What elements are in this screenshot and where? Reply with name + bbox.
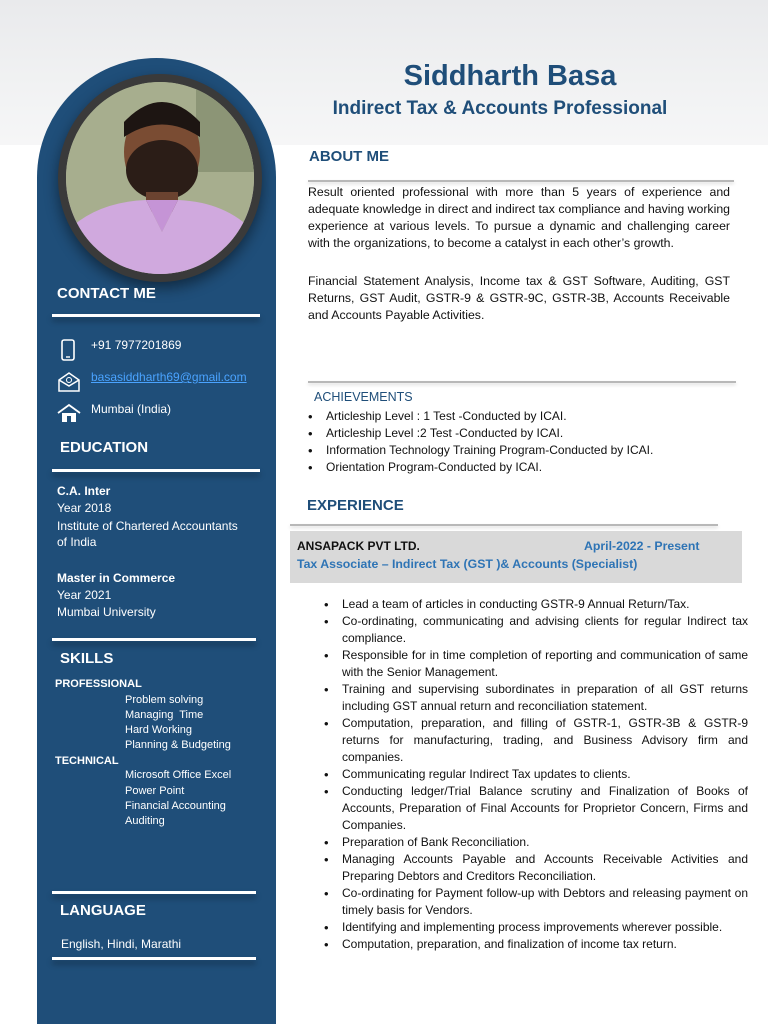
skill-item: Auditing [125, 815, 165, 827]
skill-item: Managing Time [125, 709, 204, 721]
list-item: • Responsible for in time completion of reporting and communication of same with the Senior Management. [342, 647, 748, 681]
skill-item: Financial Accounting [125, 800, 226, 812]
education-institute: of India [57, 535, 97, 549]
list-item: • Co-ordinating, communicating and advising clients for regular Indirect tax compliance. [342, 613, 748, 647]
list-item: • Orientation Program-Conducted by ICAI. [326, 459, 736, 476]
achievements-divider [308, 381, 736, 383]
list-item: • Computation, preparation, and filling of GSTR-1, GSTR-3B & GSTR-9 returns for manufacturing, trading, and Business Advisory firm and companies. [342, 715, 748, 766]
list-item: • Managing Accounts Payable and Accounts Receivable Activities and Preparing Debtors and Creditors Reconciliation. [342, 851, 748, 885]
list-item: • Information Technology Training Program-Conducted by ICAI. [326, 442, 736, 459]
phone-icon [60, 338, 76, 367]
duties-list [342, 596, 748, 953]
skills-heading: SKILLS [60, 650, 114, 667]
home-icon [57, 403, 81, 428]
education-divider [52, 469, 260, 472]
language-heading: LANGUAGE [60, 902, 146, 919]
candidate-name: Siddharth Basa [403, 60, 617, 92]
about-divider [308, 180, 734, 182]
about-paragraph: Result oriented professional with more than 5 years of experience and adequate knowledge in direct and indirect tax compliance and having working experience at various levels. To pursue a dynamic and challenging career with the organizations, to become a catalyst in each other’s growth. [308, 185, 730, 250]
contact-divider [52, 314, 260, 317]
contact-heading: CONTACT ME [57, 285, 156, 302]
email-icon [57, 371, 81, 398]
skill-item: Hard Working [125, 724, 193, 736]
contact-phone: +91 7977201869 [91, 338, 182, 352]
about-heading: ABOUT ME [309, 148, 389, 165]
list-item: • Communicating regular Indirect Tax updates to clients. [342, 766, 748, 783]
skills-technical-label: TECHNICAL [55, 755, 119, 767]
education-heading: EDUCATION [60, 439, 149, 456]
experience-heading: EXPERIENCE [307, 497, 404, 514]
about-skills-paragraph: Financial Statement Analysis, Income tax & GST Software, Auditing, GST Returns, GST Audit, GSTR-9 & GSTR-9C, GSTR-3B, Accounts Receivable and Accounts Payable Activities. [308, 274, 730, 322]
list-item: • Preparation of Bank Reconciliation. [342, 834, 748, 851]
list-item: • Computation, preparation, and finalization of income tax return. [342, 936, 748, 953]
job-title: Tax Associate – Indirect Tax (GST )& Accounts (Specialist) [297, 557, 638, 571]
list-item: • Identifying and implementing process improvements wherever possible. [342, 919, 748, 936]
contact-email-link[interactable]: basasiddharth69@gmail.com [91, 370, 247, 384]
language-list: English, Hindi, Marathi [61, 937, 182, 951]
skills-top-divider [52, 638, 256, 641]
skill-item: Microsoft Office Excel [125, 769, 232, 781]
achievements-heading: ACHIEVEMENTS [314, 390, 413, 404]
language-top-divider [52, 891, 256, 894]
education-year: Year 2018 [57, 501, 112, 515]
education-institute: Mumbai University [57, 605, 156, 619]
candidate-role: Indirect Tax & Accounts Professional [332, 98, 668, 119]
contact-location: Mumbai (India) [91, 402, 172, 416]
list-item: • Co-ordinating for Payment follow-up with Debtors and releasing payment on timely basis for Vendors. [342, 885, 748, 919]
list-item: • Lead a team of articles in conducting GSTR-9 Annual Return/Tax. [342, 596, 748, 613]
experience-divider [290, 524, 718, 526]
education-institute: Institute of Chartered Accountants [57, 519, 238, 533]
job-dates: April-2022 - Present [584, 539, 700, 553]
achievements-list [326, 408, 736, 476]
skill-item: Problem solving [125, 694, 204, 706]
education-degree: C.A. Inter [57, 484, 111, 498]
company-name: ANSAPACK PVT LTD. [297, 539, 420, 553]
skill-item: Planning & Budgeting [125, 739, 231, 751]
skills-professional-label: PROFESSIONAL [55, 678, 142, 690]
list-item: • Articleship Level :2 Test -Conducted by ICAI. [326, 425, 736, 442]
skill-item: Power Point [125, 785, 185, 797]
language-bottom-divider [52, 957, 256, 960]
education-year: Year 2021 [57, 588, 112, 602]
list-item: • Articleship Level : 1 Test -Conducted by ICAI. [326, 408, 736, 425]
education-degree: Master in Commerce [57, 571, 176, 585]
list-item: • Conducting ledger/Trial Balance scrutiny and Finalization of Books of Accounts, Preparation of Final Accounts for Proprietor Concern, Firms and Companies. [342, 783, 748, 834]
profile-photo [66, 82, 254, 274]
list-item: • Training and supervising subordinates in preparation of all GST returns including GST annual return and reconciliation statement. [342, 681, 748, 715]
